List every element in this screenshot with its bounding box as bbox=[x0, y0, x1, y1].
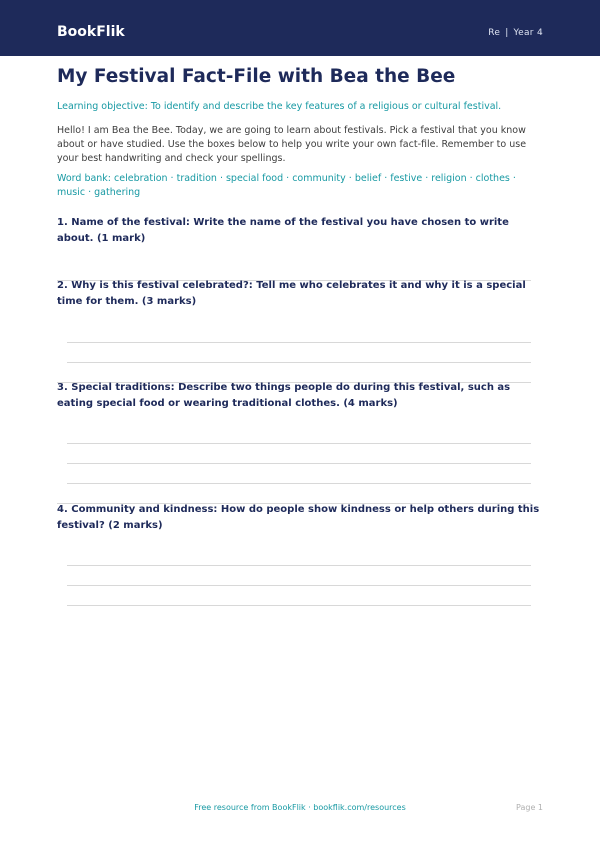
intro-text: Hello! I am Bea the Bee. Today, we are going to learn about festivals. Pick a festival that you know about or have studied. Use the boxes below to help you write your own fact-file. Remember to use your best handwriting and check your spellings. bbox=[57, 125, 527, 164]
brand-logo: BookFlik bbox=[57, 24, 125, 40]
header-separator: | bbox=[505, 28, 509, 38]
word-bank: Word bank: celebration · tradition · special food · community · belief · festive · religion · clothes · music · gathering bbox=[57, 173, 516, 198]
answer-line bbox=[67, 443, 531, 444]
answer-line bbox=[67, 362, 531, 363]
header-bar bbox=[0, 0, 600, 56]
page-title: My Festival Fact-File with Bea the Bee bbox=[57, 66, 456, 87]
answer-line bbox=[67, 463, 531, 464]
answer-line bbox=[67, 483, 531, 484]
answer-line bbox=[67, 585, 531, 586]
question-1: 1. Name of the festival: Write the name of the festival you have chosen to write about. (1 mark) bbox=[57, 217, 509, 244]
answer-line bbox=[67, 342, 531, 343]
page-number: Page 1 bbox=[516, 803, 543, 812]
question-3: 3. Special traditions: Describe two things people do during this festival, such as eating special food or wearing traditional clothes. (4 marks) bbox=[57, 382, 511, 409]
answer-line bbox=[67, 605, 531, 606]
learning-objective: Learning objective: To identify and describe the key features of a religious or cultural festival. bbox=[57, 101, 502, 112]
question-4: 4. Community and kindness: How do people show kindness or help others during this festival? (2 marks) bbox=[57, 504, 540, 531]
subject-label: Re bbox=[488, 28, 501, 38]
footer-resource-link[interactable]: Free resource from BookFlik · bookflik.com/resources bbox=[194, 803, 406, 812]
answer-line bbox=[67, 565, 531, 566]
question-2: 2. Why is this festival celebrated?: Tell me who celebrates it and why it is a special time for them. (3 marks) bbox=[57, 280, 526, 307]
year-label: Year 4 bbox=[513, 28, 543, 38]
header-meta bbox=[488, 26, 543, 40]
